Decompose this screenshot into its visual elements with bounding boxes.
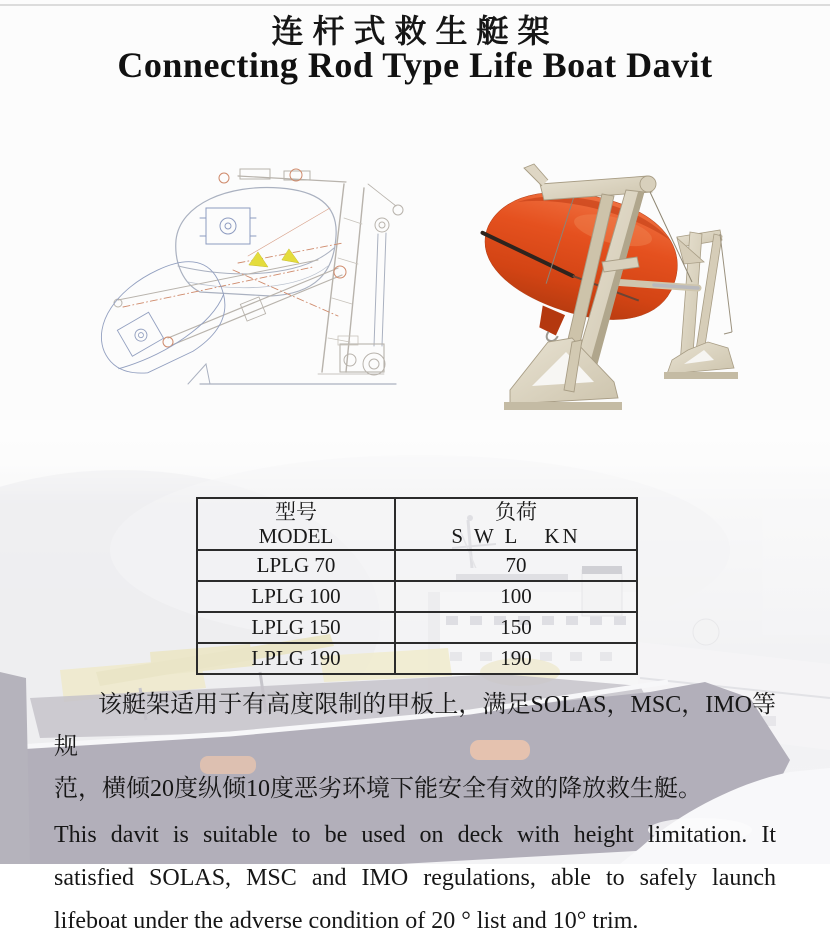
header-cell-model <box>197 498 395 550</box>
page-title-en: Connecting Rod Type Life Boat Davit <box>117 45 713 85</box>
header-model-en: MODEL <box>258 524 334 548</box>
cell-model: LPLG 150 <box>197 612 395 643</box>
cell-swl: 190 <box>395 643 637 674</box>
header-cell-load <box>395 498 637 550</box>
header-load-en: S W L KN <box>451 524 581 548</box>
paragraph-cn <box>54 684 776 810</box>
header-load-cn: 负荷 <box>495 500 537 524</box>
paragraph-cn-line: 范，横倾20度纵倾10度恶劣环境下能安全有效的降放救生艇。 <box>54 776 702 802</box>
lifeboat-on-davit-photo-image <box>452 142 764 426</box>
table-header-row <box>197 498 637 550</box>
cell-model: LPLG 70 <box>197 550 395 581</box>
header-model-cn: 型号 <box>275 500 317 524</box>
description-block <box>54 684 776 943</box>
table-row <box>197 643 637 674</box>
paragraph-en-line: satisfied SOLAS, MSC and IMO regulations, able to safely launch <box>54 865 776 891</box>
table-row <box>197 581 637 612</box>
model-load-table <box>196 497 638 675</box>
cell-swl: 150 <box>395 612 637 643</box>
page-title-cn: 连杆式救生艇架 <box>271 13 559 49</box>
paragraph-en-line: lifeboat under the adverse condition of 20 ° list and 10° trim. <box>54 908 639 934</box>
paragraph-en <box>54 814 776 943</box>
table-row <box>197 550 637 581</box>
cell-swl: 100 <box>395 581 637 612</box>
cell-model: LPLG 100 <box>197 581 395 612</box>
paragraph-cn-line: 该艇架适用于有高度限制的甲板上，满足SOLAS，MSC，IMO等规 <box>54 692 776 760</box>
paragraph-en-line: This davit is suitable to be used on deck with height limitation. It <box>54 822 776 848</box>
davit-technical-drawing-image <box>88 148 418 422</box>
cell-model: LPLG 190 <box>197 643 395 674</box>
table-row <box>197 612 637 643</box>
cell-swl: 70 <box>395 550 637 581</box>
